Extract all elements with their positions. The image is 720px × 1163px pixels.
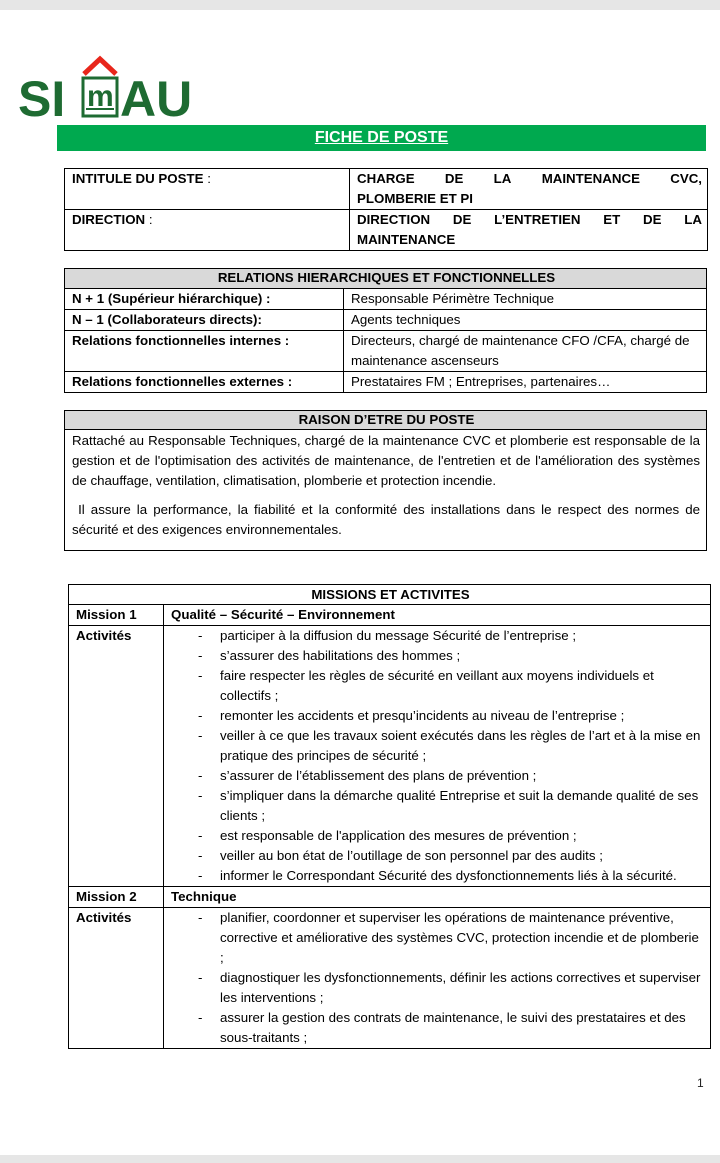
list-item: - assurer la gestion des contrats de maintenance, le suivi des prestataires et des sous-traitants ; — [171, 1008, 705, 1048]
list-item: - planifier, coordonner et superviser les opérations de maintenance préventive, corrective et améliorative des systèmes CVC, protection incendie et de plomberie ; — [171, 908, 705, 968]
title-bar — [57, 125, 706, 151]
list-item: - s’assurer de l’établissement des plans de prévention ; — [171, 766, 705, 786]
activities-label: Activités — [69, 908, 164, 1049]
relations-header: RELATIONS HIERARCHIQUES ET FONCTIONNELLES — [65, 269, 707, 289]
table-row — [65, 210, 708, 251]
relation-label: Relations fonctionnelles externes : — [65, 372, 344, 393]
table-row — [65, 310, 707, 331]
activities-list — [171, 626, 705, 886]
relation-value: Responsable Périmètre Technique — [344, 289, 707, 310]
page-number: 1 — [697, 1076, 704, 1090]
mission-row — [69, 887, 711, 908]
activities-row — [69, 908, 711, 1049]
page-title: FICHE DE POSTE — [314, 129, 449, 146]
list-item: - faire respecter les règles de sécurité en veillant aux moyens individuels et collectifs ; — [171, 666, 705, 706]
mission-row — [69, 605, 711, 626]
table-row — [65, 331, 707, 372]
document-page — [0, 10, 720, 1155]
raison-paragraph: Il assure la performance, la fiabilité et la conformité des installations dans le respect des normes de sécurité et des exigences environnementales. — [72, 502, 704, 537]
raison-table — [64, 410, 707, 551]
activities-label: Activités — [69, 626, 164, 887]
direction-label: DIRECTION : — [65, 210, 350, 251]
missions-table — [68, 584, 711, 1049]
list-item: - veiller à ce que les travaux soient exécutés dans les règles de l’art et à la mise en pratique des principes de sécurité ; — [171, 726, 705, 766]
activities-cell — [164, 626, 711, 887]
table-row — [65, 169, 708, 210]
job-title-value: CHARGE DE LA MAINTENANCE CVC, PLOMBERIE ET PI — [350, 169, 708, 210]
list-item: - remonter les accidents et presqu’incidents au niveau de l’entreprise ; — [171, 706, 705, 726]
raison-paragraph: Rattaché au Responsable Techniques, chargé de la maintenance CVC et plomberie est responsable de la gestion et de l'optimisation des activités de maintenance, de l'entretien et de l'amélioration des systèmes de chauffage, ventilation, climatisation, plomberie et protection incendie. — [72, 433, 700, 488]
job-title-label: INTITULE DU POSTE : — [65, 169, 350, 210]
table-row — [65, 289, 707, 310]
list-item: - est responsable de l'application des mesures de prévention ; — [171, 826, 705, 846]
list-item: - veiller au bon état de l’outillage de son personnel par des audits ; — [171, 846, 705, 866]
raison-header: RAISON D’ETRE DU POSTE — [65, 411, 707, 430]
simau-logo — [18, 54, 193, 120]
mission-label: Mission 2 — [69, 887, 164, 908]
relation-value: Prestataires FM ; Entreprises, partenaires… — [344, 372, 707, 393]
activities-list — [171, 908, 705, 1048]
logo-icon — [18, 54, 193, 120]
list-item: - s’assurer des habilitations des hommes ; — [171, 646, 705, 666]
svg-text:m: m — [87, 80, 114, 113]
mission-title: Qualité – Sécurité – Environnement — [164, 605, 711, 626]
relation-value: Directeurs, chargé de maintenance CFO /CFA, chargé de maintenance ascenseurs — [344, 331, 707, 372]
list-item: - informer le Correspondant Sécurité des dysfonctionnements liés à la sécurité. — [171, 866, 705, 886]
relation-label: N + 1 (Supérieur hiérarchique) : — [65, 289, 344, 310]
svg-text:SI: SI — [18, 71, 66, 120]
missions-header: MISSIONS ET ACTIVITES — [69, 585, 711, 605]
activities-cell — [164, 908, 711, 1049]
mission-title: Technique — [164, 887, 711, 908]
activities-row — [69, 626, 711, 887]
relation-label: Relations fonctionnelles internes : — [65, 331, 344, 372]
list-item: - s’impliquer dans la démarche qualité Entreprise et suit la demande qualité de ses clients ; — [171, 786, 705, 826]
raison-body — [65, 430, 707, 551]
svg-text:AU: AU — [120, 71, 193, 120]
list-item: - diagnostiquer les dysfonctionnements, définir les actions correctives et superviser les interventions ; — [171, 968, 705, 1008]
list-item: - participer à la diffusion du message Sécurité de l’entreprise ; — [171, 626, 705, 646]
identification-table — [64, 168, 708, 251]
relation-value: Agents techniques — [344, 310, 707, 331]
mission-label: Mission 1 — [69, 605, 164, 626]
direction-value: DIRECTION DE L’ENTRETIEN ET DE LA MAINTENANCE — [350, 210, 708, 251]
relations-table — [64, 268, 707, 393]
relation-label: N – 1 (Collaborateurs directs): — [65, 310, 344, 331]
table-row — [65, 372, 707, 393]
